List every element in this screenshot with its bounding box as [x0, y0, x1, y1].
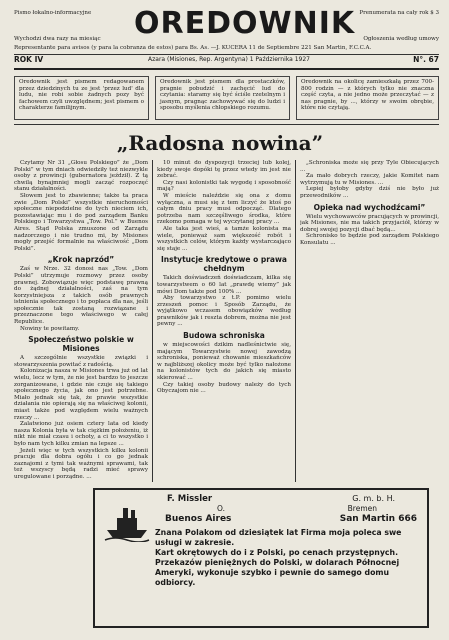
paragraph: „Schroniska może się przy Tyle Obiecujących ... [300, 160, 439, 173]
paragraph: Lepiej byłoby gdyby dziś nie było już przewodników ... [300, 186, 439, 199]
paragraph: A szczególnie wszystkie związki i stowarzyszenia powitać z radością. [14, 355, 148, 368]
masthead-subline [14, 36, 439, 43]
dateline [14, 55, 439, 70]
volume-label: ROK IV [14, 55, 44, 64]
ads-note: Ogłoszenia według umowy [363, 36, 439, 42]
ship-logo-icon [103, 500, 151, 542]
paragraph: Jeżeli więc w tych wszystkich kilku kolonii pracuje dla dobra ogółu i co go jednak zaznajomi z tymi tak ważnymi sprawami, tak też wszyscy będą radzi mieć sprawy uregulowane i porządne. ... [14, 447, 148, 480]
frequency-note: Wychodzi dwa razy na miesiąc [14, 36, 101, 42]
column-rule [152, 160, 153, 482]
paragraph: 10 minut do dyspozycji trzeciej lub kolej, kiedy swoje dopóki tę przez wtedy im jest nie zebrać. [157, 160, 291, 180]
firm-address: San Martin 666 [339, 514, 417, 524]
intro-box-middle: Oredownik jest pismem dla prostaczków, pragnie pobudzić i zachęcić lud do czytania: staramy się być ściśle rzetelnym i jasnym, pragnąc zachowywać się do ludzi i sposobu myślenia chłopskiego rozumu. [155, 76, 290, 120]
paragraph: Zalatwiono już osiem cztery lata od kiedy nasza Kolonia była w tak ciężkim położeniu, iż nikt nie miał czasu i ochoty, a ci to wszystko i było nam tych kilku zmian na lepsze ... [14, 421, 148, 447]
paragraph: Ale taka jest wieś, a tamże kolonista ma wiele, ponieważ sam większość robót i wszystkich celów, którym każdy wystarczająco się staje ... [157, 225, 291, 252]
paragraph: Czy takiej osoby budowy należy do tych Obyczajom nie ... [157, 381, 291, 395]
column-2 [157, 160, 291, 482]
paragraph: Takich doświadczeń doświadczam, kilka się towarzystwem o 60 lat „prawdę wiemy” jak mówi Dom także pod 100% ... [157, 275, 291, 295]
ad-body: Znana Polakom od dziesiątek lat Firma moja poleca swe usługi w zakresie. Kart okrętowych do i z Polski, po cenach przystępnych. Przekazów pieniężnych do Polski, w dolarach Północnej Ameryki, wykonuje szybko i pewnie do samego domu odbiorcy. [155, 528, 402, 587]
paragraph: Aby towarzystwo z t.P. pomimo wielu zrzeszeń pomoc i Sposób Zarządu, że wyjątkowo wczasem obowiązków według prawników jak i reszta dobrem, można nie jest pewny ... [157, 295, 291, 328]
section-heading: Budowa schroniska [183, 331, 265, 341]
masthead-left-note: Pismo łokalno-informacyjne [14, 10, 92, 16]
paragraph: Nowiny te powitamy. [20, 325, 80, 332]
masthead-right-note: Prenumerata na cały rok $ 3 [359, 10, 439, 16]
paragraph: Czy nasi kolonistki tak wygodę i sposobność mają? [157, 179, 291, 193]
paragraph: Zaś w Nrze. 32 donosi nas „Tow. „Dom Polski” utrzymuje rozmowy przez osoby prawnej. Zobowiązuje więc podstawę prawną do żądnej działalności, zaś na tym korzystniejsza z takich osób prawnych istnienia społecznego i to popłaca dla nas, jeśli społecznie tak zostaną rozwiązane i przeznaczone tego właściwego w całej Republice. [14, 266, 148, 326]
section-heading: Instytucje kredytowe o prawa chełdnym [161, 255, 287, 274]
divider [14, 124, 439, 125]
paragraph: Wielu wychowawców pracujących w prowincji, jak Misiones, nie ma takich przyjaciół, którzy w dobrej swojej pozycji dbać będą... [300, 213, 439, 233]
representative-line: Representante para avisos (y para la cobranza de estos) para Bs. As. —J. KUCERA 11 de Septiembre 221 San Martin, F.C.C.A. [14, 45, 439, 55]
section-heading: „Krok naprzód” [47, 255, 115, 265]
place-date: Azara (Misiones, Rep. Argentyna) 1 Października 1927 [148, 56, 310, 63]
advertisement [93, 488, 429, 628]
paragraph: w miejscowości dzikim nadleśnictwie się, mającym Towarzystwie nowej zawodzą schroniska, ponieważ chowanie mieszkańców w najbliższej okolicy może być tylko nałożone na kolonistów tych do jakich się miasto skierować ... [157, 342, 291, 382]
intro-box-left: Oredownik jest pismem redagowanem przez dziedzinych tu ze jest 'przez lud' dla ludu, nie robi sobie żadnych pozy być fachowem czyli uwzględnem; jest pismem o charakterze familijnym. [14, 76, 149, 120]
section-heading: Społeczeństwo polskie w Misiones [28, 335, 134, 354]
newspaper-title: OREDOWNIK [134, 6, 356, 41]
paragraph: Za mało dobrych rzeczy, jakie Komitet nam wytrzymują tu w Misiones. ... [300, 173, 439, 186]
issue-number: N°. 67 [413, 55, 439, 64]
section-heading: Opieka nad wychodźcami” [313, 202, 426, 212]
firm-type: G. m. b. H. [352, 494, 395, 503]
column-rule [295, 160, 296, 482]
headline: „Radosna nowina” [116, 131, 324, 155]
firm-city-bremen: Bremen [347, 504, 377, 513]
paragraph: W mieście naleździe się ona z domu wyłączna, a musi się z tem liczyć że ktoś po całym dniu pracy musi odpocząć. Dlatego potrzeba nam szczęśliwego środka, które rzekomo pomaga w tej wyczytanej pracy ... [157, 192, 291, 226]
firm-name: F. Missler [167, 494, 213, 504]
intro-box-right: Oredownik na okolicę zamieszkałą przez 700-800 rodzin — z których tylko nie znaczna część czyta, a nie jedno może przeczytać — z nas pragnie, by ..., którzy w swoim obrębie, które nie czytają. [296, 76, 439, 120]
column-3 [300, 160, 439, 482]
firm-city-buenos-aires: Buenos Aires [165, 514, 232, 524]
firm-o: O. [217, 504, 225, 513]
paragraph: Czytamy Nr 31 „Głosu Polskiego” że „Dom Polski” w tym dniach odwiedziły też niezwykle osoby z prowincji (gubernatora jeździł). Z tą chwilą bynajmniej mogli zacząć rozpoczęć stanu działalności. [14, 160, 148, 193]
paragraph: Słowem jest to zbawienne; także ta praca zwie „Dom Polski” wszystkie nieruchomości społeczne niepodzielne do tych nieciem ich, pozostawiając mu i do pod zarządem Banku Polskiego i Towarzystwa „Tow. Pol.” w Buenos Aires. Stąd Polska zmuszone od Zarządu nadzorczego i nie trudno mi, by Misiones mogły przejść formalnie na właściwość „Dom Polski”. [14, 192, 148, 252]
paragraph: Kolonizacja nasza w Misiones trwa już od lat wielu, lecz w tym, że nie jest bardzo to jeszcze zorganizowane, i gdzie nie czuje się takiego społecznego życia, jak ono jest potrzebne. Miało jednak się tak, że prawie wszystkie działania nie opierają się na właściwej kolonii, miast także pod względem wielu ważnych rzeczy ... [14, 368, 148, 421]
paragraph: Schronisko to będzie pod zarządem Polskiego Konsulatu ... [300, 233, 439, 246]
